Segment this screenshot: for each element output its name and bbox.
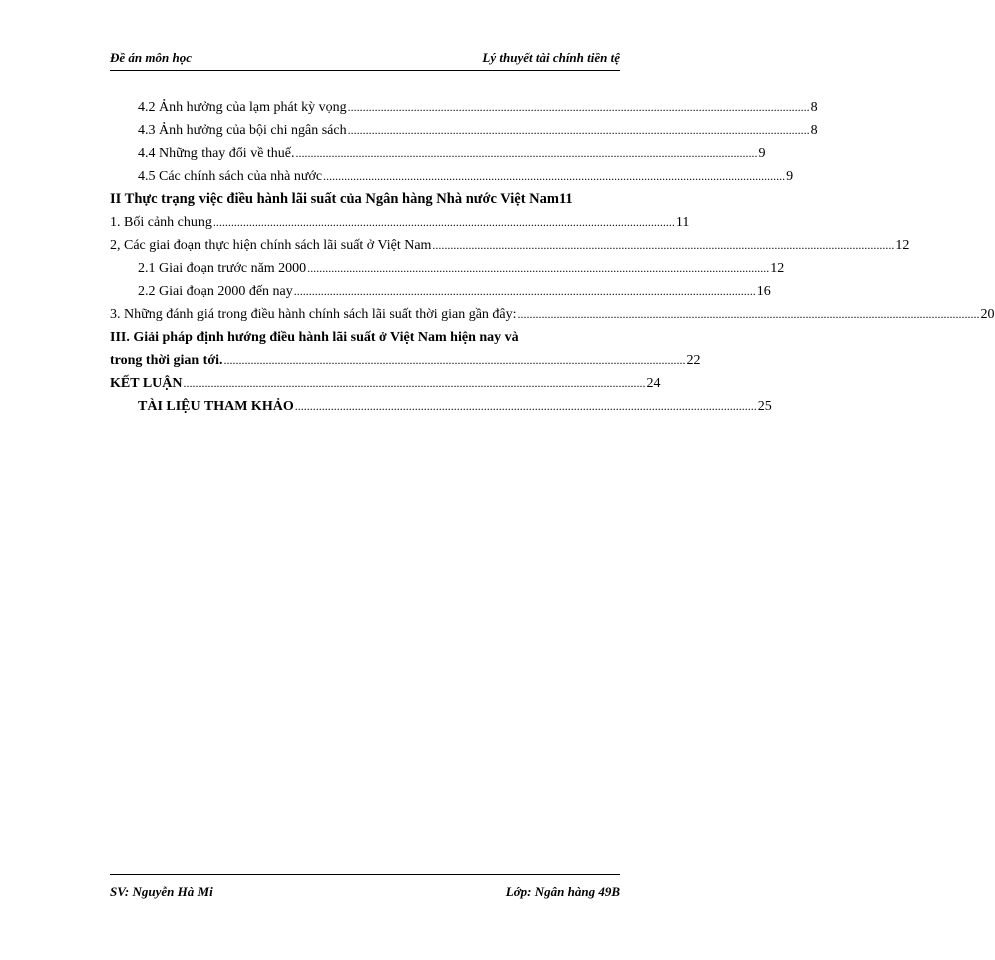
toc-entry[interactable] — [138, 395, 772, 418]
footer-right-text: Lớp: Ngân hàng 49B — [505, 884, 620, 899]
toc-entry-page: 12 — [770, 261, 785, 276]
toc-entry-page: 8 — [810, 100, 818, 115]
toc-leader: .......................................................................................................................................................... — [517, 307, 980, 321]
toc-entry-title: 2.2 Giai đoạn 2000 đến nay — [138, 284, 293, 299]
toc-entry-page: 8 — [810, 123, 818, 138]
toc-leader: .......................................................................................................................................................... — [183, 376, 646, 390]
toc-leader: .......................................................................................................................................................... — [293, 284, 756, 298]
toc-entry-page: 9 — [758, 146, 766, 161]
header-right-text: Lý thuyết tài chính tiền tệ — [482, 50, 620, 65]
toc-leader: .......................................................................................................................................................... — [212, 215, 675, 229]
toc-entry-title: 2, Các giai đoạn thực hiện chính sách lãi suất ở Việt Nam — [110, 238, 432, 253]
header-divider — [110, 70, 620, 71]
toc-entry-title: 2.1 Giai đoạn trước năm 2000 — [138, 261, 307, 276]
toc-entry-title: KẾT LUẬN — [110, 376, 183, 391]
toc-entry[interactable] — [110, 303, 995, 326]
toc-section-heading[interactable] — [110, 326, 519, 349]
toc-leader: .......................................................................................................................................................... — [347, 123, 810, 137]
toc-entry[interactable] — [138, 96, 818, 119]
footer-left-text: SV: Nguyễn Hà Mi — [110, 884, 213, 899]
toc-entry-page: 25 — [757, 399, 772, 414]
toc-entry-page: 11 — [558, 191, 573, 207]
toc-leader: .......................................................................................................................................................... — [307, 261, 770, 275]
toc-entry[interactable] — [110, 349, 701, 372]
toc-entry-page: 9 — [786, 169, 794, 184]
toc-section-heading[interactable] — [110, 188, 638, 211]
toc-entry[interactable] — [138, 165, 794, 188]
toc-entry-page: 16 — [756, 284, 771, 299]
toc-entry-page: 20 — [980, 307, 995, 322]
toc-entry-page: 11 — [675, 215, 690, 230]
toc-entry[interactable] — [110, 372, 661, 395]
footer-divider — [110, 874, 620, 875]
toc-entry[interactable] — [138, 119, 818, 142]
toc-entry-title: III. Giải pháp định hướng điều hành lãi suất ở Việt Nam hiện nay và — [110, 330, 519, 345]
toc-entry-page: 12 — [895, 238, 910, 253]
toc-entry[interactable] — [110, 211, 690, 234]
toc-entry-title: II Thực trạng việc điều hành lãi suất của Ngân hàng Nhà nước Việt Nam — [110, 191, 559, 207]
header-left-text: Đề án môn học — [110, 50, 192, 65]
toc-entry-title: TÀI LIỆU THAM KHẢO — [138, 399, 294, 414]
toc-leader: .......................................................................................................................................................... — [347, 100, 810, 114]
toc-leader: .......................................................................................................................................................... — [223, 353, 686, 367]
toc-leader: .......................................................................................................................................................... — [432, 238, 895, 252]
toc-entry-title: 3. Những đánh giá trong điều hành chính sách lãi suất thời gian gần đây: — [110, 307, 517, 322]
toc-leader: .......................................................................................................................................................... — [294, 399, 757, 413]
toc-entry-title: 4.4 Những thay đổi về thuế. — [138, 146, 295, 161]
toc-leader: .......................................................................................................................................................... — [323, 169, 786, 183]
toc-entry-title: 4.2 Ảnh hưởng của lạm phát kỳ vọng — [138, 100, 347, 115]
toc-entry-title: 4.3 Ảnh hưởng của bội chi ngân sách — [138, 123, 347, 138]
toc-leader: .......................................................................................................................................................... — [295, 146, 758, 160]
toc-entry-title: 4.5 Các chính sách của nhà nước — [138, 169, 323, 184]
toc-entry[interactable] — [138, 142, 766, 165]
toc-entry-page: 24 — [646, 376, 661, 391]
toc-entry-page: 22 — [686, 353, 701, 368]
toc-entry[interactable] — [138, 280, 771, 303]
toc-entry-title: trong thời gian tới. — [110, 353, 223, 368]
toc-entry-title: 1. Bối cảnh chung — [110, 215, 212, 230]
toc-entry[interactable] — [110, 234, 910, 257]
toc-entry[interactable] — [138, 257, 785, 280]
